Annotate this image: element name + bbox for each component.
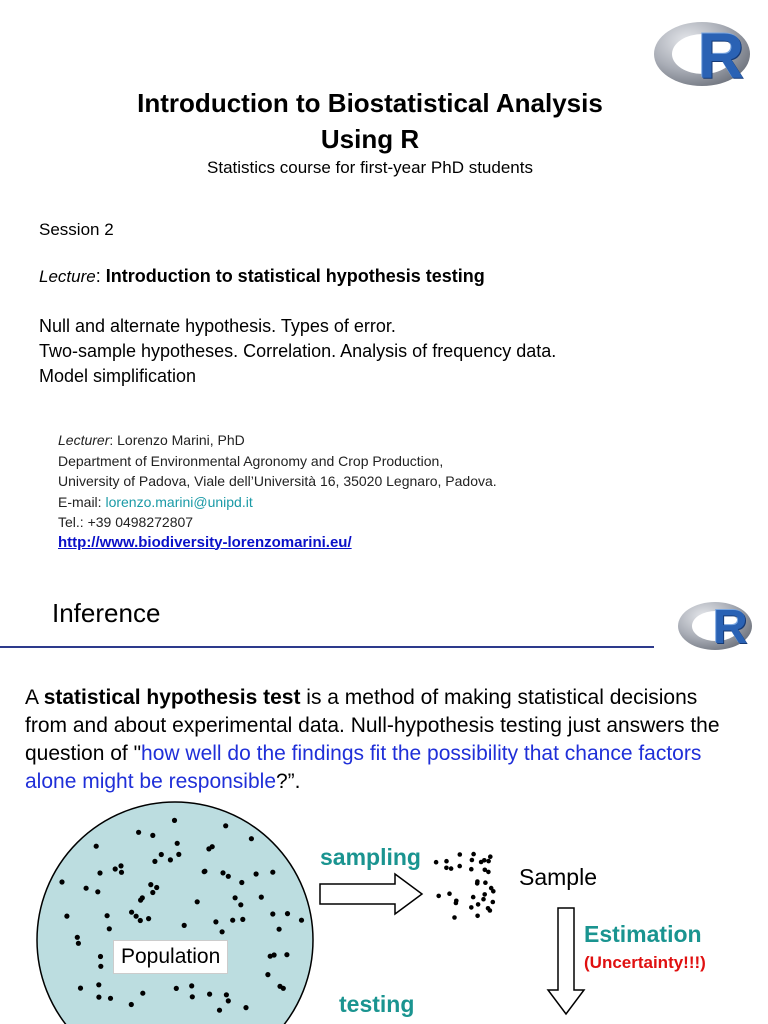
population-dot <box>240 917 245 922</box>
population-dot <box>168 857 173 862</box>
population-dot <box>217 1008 222 1013</box>
population-dot <box>75 935 80 940</box>
population-dot <box>210 844 215 849</box>
population-dot <box>220 929 225 934</box>
telephone: Tel.: +39 0498272807 <box>58 514 194 530</box>
population-dot <box>154 885 159 890</box>
population-dot <box>189 983 194 988</box>
population-dot <box>84 886 89 891</box>
heading-divider <box>0 646 654 648</box>
sample-dot <box>475 914 480 919</box>
para-part-c: ?”. <box>276 770 301 793</box>
population-dot <box>195 899 200 904</box>
population-dot <box>270 870 275 875</box>
population-label: Population <box>113 940 228 974</box>
r-logo-icon <box>650 14 754 94</box>
sample-dot <box>471 895 476 900</box>
para-part-a: A <box>25 686 44 709</box>
population-dot <box>148 882 153 887</box>
population-dot <box>265 972 270 977</box>
department: Department of Environmental Agronomy and Crop Production, <box>58 452 444 469</box>
sampling-label: sampling <box>320 844 421 870</box>
topics-list <box>39 314 556 389</box>
r-logo-letter: R <box>698 20 745 92</box>
population-dot <box>224 992 229 997</box>
sample-dot <box>436 894 441 899</box>
population-dot <box>129 1002 134 1007</box>
population-dot <box>239 880 244 885</box>
population-dot <box>277 927 282 932</box>
lecturer-label: Lecturer <box>58 432 110 448</box>
lecturer-block <box>58 430 497 553</box>
sample-dot <box>483 868 488 873</box>
r-logo-icon-small <box>676 596 756 656</box>
para-part-b: is a method of making statistical decisions from and about experimental data. Null-hypothesis testing just answers the question of " <box>25 686 720 765</box>
population-dot <box>268 954 273 959</box>
population-dot <box>207 992 212 997</box>
para-bold-term: statistical hypothesis test <box>43 686 301 709</box>
population-dot <box>243 1005 248 1010</box>
population-dot <box>64 914 69 919</box>
title-line-2: Using R <box>320 124 420 154</box>
sample-dot <box>481 897 486 902</box>
topic-item: Two-sample hypotheses. Correlation. Analysis of frequency data. <box>39 341 557 361</box>
population-dot <box>254 871 259 876</box>
population-dot <box>96 995 101 1000</box>
population-dot <box>284 952 289 957</box>
sample-dot <box>457 864 462 869</box>
population-dot <box>202 869 207 874</box>
uncertainty-label: (Uncertainty!!!) <box>584 953 706 972</box>
population-dot <box>270 911 275 916</box>
sample-dot <box>476 902 481 907</box>
sample-dot <box>482 892 487 897</box>
population-dot <box>97 870 102 875</box>
population-dot <box>134 914 139 919</box>
sample-dot <box>454 901 459 906</box>
r-logo-letter: R <box>713 601 748 654</box>
population-dot <box>213 919 218 924</box>
lecturer-name: : Lorenzo Marini, PhD <box>109 432 245 448</box>
population-dot <box>226 874 231 879</box>
population-dot <box>119 870 124 875</box>
sample-dot <box>486 906 491 911</box>
sample-dot <box>489 886 494 891</box>
estimation-arrow-icon <box>548 908 584 1014</box>
population-dot <box>113 866 118 871</box>
population-dot <box>182 923 187 928</box>
population-dot <box>118 863 123 868</box>
sample-dot <box>469 867 474 872</box>
population-dot <box>146 916 151 921</box>
population-dot <box>159 852 164 857</box>
population-dot <box>233 895 238 900</box>
sample-dot <box>444 859 449 864</box>
population-dot <box>107 926 112 931</box>
email-label: E-mail: <box>58 493 106 510</box>
population-dot <box>220 870 225 875</box>
population-dot <box>223 823 228 828</box>
sample-label: Sample <box>519 864 597 890</box>
population-dot <box>174 986 179 991</box>
population-dot <box>172 818 177 823</box>
sample-dot <box>491 900 496 905</box>
sample-dot <box>469 905 474 910</box>
population-dot <box>175 841 180 846</box>
population-dot <box>285 911 290 916</box>
population-dot <box>95 889 100 894</box>
sample-dots <box>434 852 496 920</box>
sample-dot <box>452 915 457 920</box>
population-dot <box>78 986 83 991</box>
sample-dot <box>434 860 439 865</box>
email-link[interactable]: lorenzo.marini@unipd.it <box>105 493 253 510</box>
population-dot <box>277 984 282 989</box>
population-dot <box>150 890 155 895</box>
sample-dot <box>488 854 493 859</box>
population-dot <box>152 859 157 864</box>
session-label: Session 2 <box>39 220 114 239</box>
sample-dot <box>471 852 476 857</box>
population-dot <box>299 918 304 923</box>
population-dot <box>98 964 103 969</box>
para-blue-question: how well do the findings fit the possibility that chance factors alone might be responsible <box>25 742 702 793</box>
population-dot <box>150 833 155 838</box>
population-dot <box>138 918 143 923</box>
population-dot <box>176 852 181 857</box>
sample-dot <box>482 858 487 863</box>
population-dot <box>140 991 145 996</box>
population-dot <box>138 898 143 903</box>
slide-heading: Inference <box>52 598 161 628</box>
population-dot <box>94 844 99 849</box>
lecture-label: Lecture <box>39 267 96 286</box>
sample-dot <box>483 880 488 885</box>
population-dot <box>238 902 243 907</box>
sample-dot <box>458 852 463 857</box>
testing-label: testing <box>339 991 415 1017</box>
sampling-arrow-icon <box>320 874 422 914</box>
sample-dot <box>475 879 480 884</box>
sample-dot <box>486 859 491 864</box>
population-dot <box>259 895 264 900</box>
lecture-line <box>39 266 485 287</box>
sample-dot <box>470 858 475 863</box>
sample-dot <box>444 866 449 871</box>
estimation-label: Estimation <box>584 921 702 947</box>
topic-item: Null and alternate hypothesis. Types of error. <box>39 316 396 336</box>
university-address: University of Padova, Viale dell’Università 16, 35020 Legnaro, Padova. <box>58 473 497 489</box>
population-dot <box>76 941 81 946</box>
definition-paragraph <box>25 684 735 796</box>
population-dot <box>226 998 231 1003</box>
sample-dot <box>449 866 454 871</box>
title-line-1: Introduction to Biostatistical Analysis <box>137 88 603 118</box>
population-dot <box>98 954 103 959</box>
population-dot <box>108 996 113 1001</box>
population-dot <box>136 830 141 835</box>
population-dot <box>129 910 134 915</box>
lecturer-line <box>58 430 497 451</box>
population-dot <box>59 879 64 884</box>
population-dot <box>249 836 254 841</box>
topic-item: Model simplification <box>39 366 197 386</box>
lecture-colon: : <box>95 266 106 286</box>
sample-dot <box>447 891 452 896</box>
population-dot <box>96 982 101 987</box>
population-dot <box>230 918 235 923</box>
lecture-title: Introduction to statistical hypothesis testing <box>105 266 485 286</box>
population-dot <box>190 994 195 999</box>
subtitle: Statistics course for first-year PhD students <box>207 158 533 177</box>
website-link[interactable]: http://www.biodiversity-lorenzomarini.eu/ <box>58 533 352 551</box>
population-dot <box>105 913 110 918</box>
email-line <box>58 492 497 513</box>
